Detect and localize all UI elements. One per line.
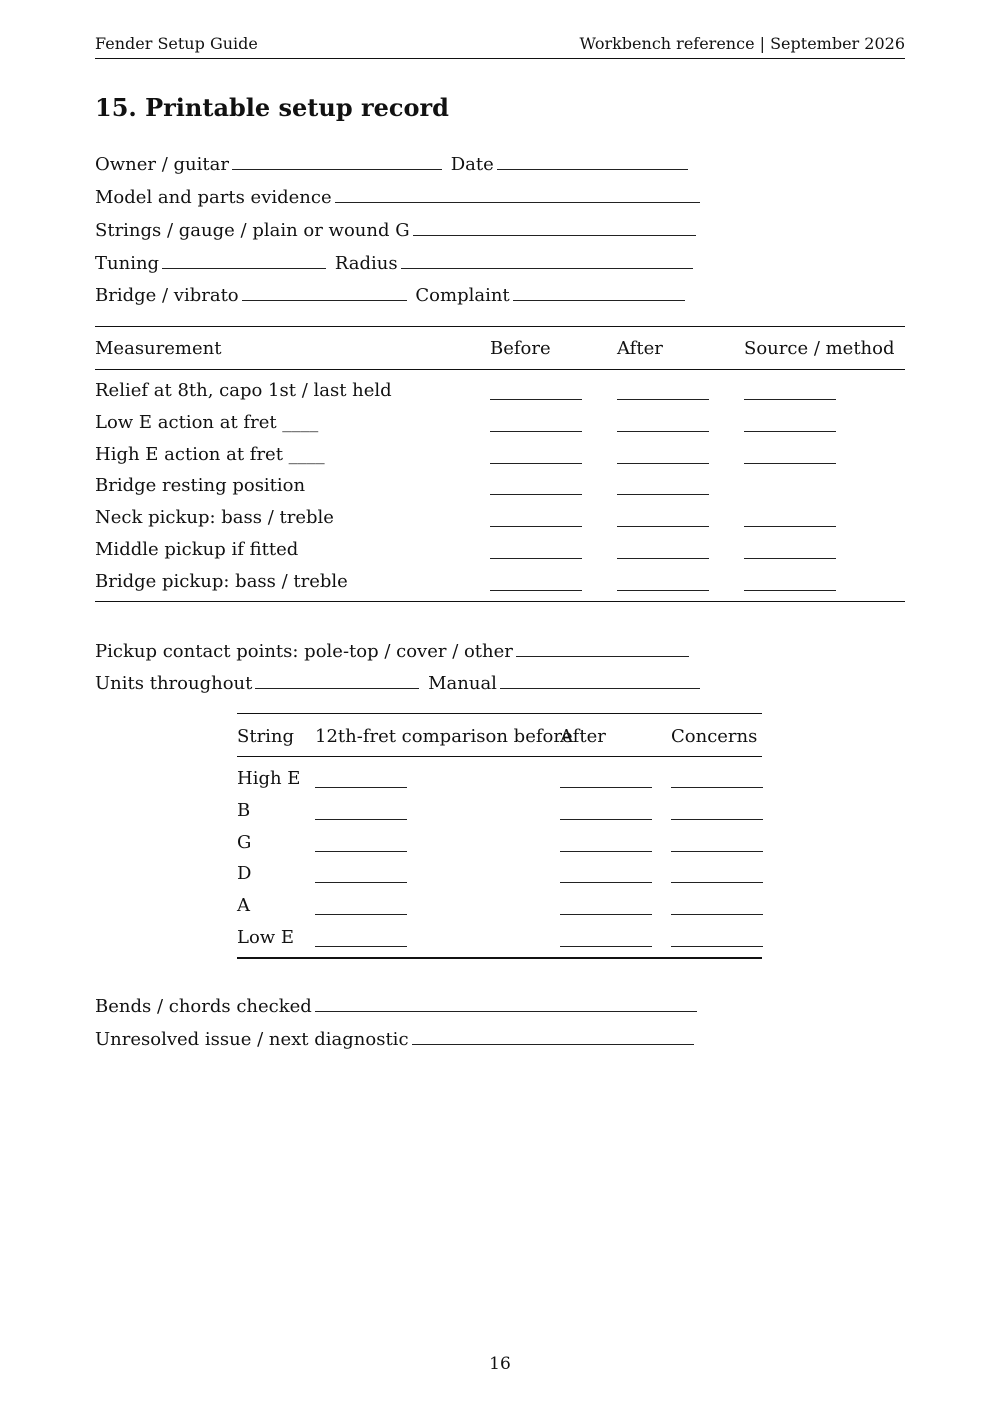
strings-line [95,218,699,241]
string-row-blank[interactable] [560,882,652,883]
page-number: 16 [489,1354,511,1374]
string-row-blank[interactable] [560,914,652,915]
string-row-blank[interactable] [560,946,652,947]
pickup-contact-blank[interactable] [516,639,689,657]
string-row-label: D [237,863,252,885]
date-label: Date [450,154,494,175]
pickup-contact-label: Pickup contact points: pole-top / cover / other [95,641,513,662]
measure-row-blank[interactable] [490,399,582,400]
measure-header-measurement: Measurement [95,338,222,359]
measure-row-blank[interactable] [490,463,582,464]
radius-blank[interactable] [401,251,693,269]
measure-row-blank[interactable] [490,590,582,591]
strings-table-top-rule [237,713,762,714]
strings-header-string: String [237,726,295,747]
measure-row-blank[interactable] [744,526,836,527]
strings-blank[interactable] [413,218,696,236]
measure-row-label: Relief at 8th, capo 1st / last held [95,380,392,401]
string-row-blank[interactable] [315,882,407,883]
bridge-complaint-line [95,283,688,306]
string-row-label: A [237,895,250,917]
string-row-blank[interactable] [671,787,763,788]
strings-label: Strings / gauge / plain or wound G [95,220,410,241]
measure-header-before: Before [490,338,551,359]
strings-header-concerns: Concerns [671,726,758,747]
measure-row-blank[interactable] [744,590,836,591]
measure-row-label: Bridge resting position [95,475,306,497]
measure-table-bottom-rule [95,601,905,602]
bridge-label: Bridge / vibrato [95,285,239,306]
bridge-blank[interactable] [242,283,407,301]
tuning-label: Tuning [95,253,160,274]
measure-row-blank[interactable] [490,558,582,559]
strings-header-after: After [560,726,606,747]
string-row-label: B [237,799,251,821]
measure-row-blank[interactable] [617,431,709,432]
model-label: Model and parts evidence [95,187,332,208]
string-row-label: G [237,831,252,853]
string-row-blank[interactable] [315,851,407,852]
units-label: Units throughout [95,673,253,694]
measure-row-blank[interactable] [617,590,709,591]
owner-blank[interactable] [232,152,442,170]
string-row-blank[interactable] [560,851,652,852]
manual-blank[interactable] [500,671,700,689]
measure-header-source: Source / method [744,338,895,359]
strings-table-bottom-rule [237,957,762,959]
string-row-blank[interactable] [315,914,407,915]
measure-row-label: Neck pickup: bass / treble [95,507,334,529]
date-blank[interactable] [497,152,688,170]
owner-date-line [95,152,691,175]
string-row-blank[interactable] [560,787,652,788]
measure-row-blank[interactable] [744,463,836,464]
string-row-label: High E [237,768,301,789]
string-row-blank[interactable] [671,819,763,820]
header-left: Fender Setup Guide [95,34,258,53]
section-title: 15. Printable setup record [95,93,449,122]
string-row-blank[interactable] [315,946,407,947]
radius-label: Radius [334,253,398,274]
measure-row-label: Bridge pickup: bass / treble [95,570,348,592]
measure-row-blank[interactable] [490,526,582,527]
string-row-blank[interactable] [315,819,407,820]
header-right: Workbench reference | September 2026 [579,34,905,53]
measure-table-top-rule [95,326,905,327]
string-row-blank[interactable] [671,882,763,883]
complaint-label: Complaint [415,285,510,306]
model-line [95,185,703,208]
measure-row-blank[interactable] [617,558,709,559]
string-row-blank[interactable] [671,914,763,915]
unresolved-line [95,1027,697,1050]
measure-row-blank[interactable] [617,399,709,400]
model-blank[interactable] [335,185,700,203]
units-manual-line [95,671,703,694]
strings-table-header-rule [237,756,762,757]
measure-row-blank[interactable] [490,431,582,432]
manual-label: Manual [428,673,497,694]
string-row-blank[interactable] [315,787,407,788]
unresolved-label: Unresolved issue / next diagnostic [95,1029,409,1050]
strings-header-before: 12th-fret comparison before [315,726,573,747]
running-header [95,34,905,59]
measure-row-blank[interactable] [617,463,709,464]
measure-row-blank[interactable] [744,399,836,400]
string-row-blank[interactable] [560,819,652,820]
string-row-label: Low E [237,927,295,948]
bends-line [95,994,700,1017]
bends-label: Bends / chords checked [95,996,312,1017]
measure-row-blank[interactable] [744,558,836,559]
string-row-blank[interactable] [671,946,763,947]
tuning-blank[interactable] [162,251,326,269]
tuning-radius-line [95,251,696,274]
measure-table-header-rule [95,369,905,370]
bends-blank[interactable] [315,994,697,1012]
measure-row-blank[interactable] [617,494,709,495]
measure-row-blank[interactable] [744,431,836,432]
measure-row-label: High E action at fret ____ [95,443,325,465]
unresolved-blank[interactable] [412,1027,694,1045]
complaint-blank[interactable] [513,283,685,301]
units-blank[interactable] [255,671,419,689]
measure-header-after: After [617,338,663,359]
string-row-blank[interactable] [671,851,763,852]
pickup-contact-line [95,639,692,662]
measure-row-blank[interactable] [490,494,582,495]
owner-label: Owner / guitar [95,154,229,175]
measure-row-label: Middle pickup if fitted [95,539,299,560]
measure-row-blank[interactable] [617,526,709,527]
measure-row-label: Low E action at fret ____ [95,411,319,433]
